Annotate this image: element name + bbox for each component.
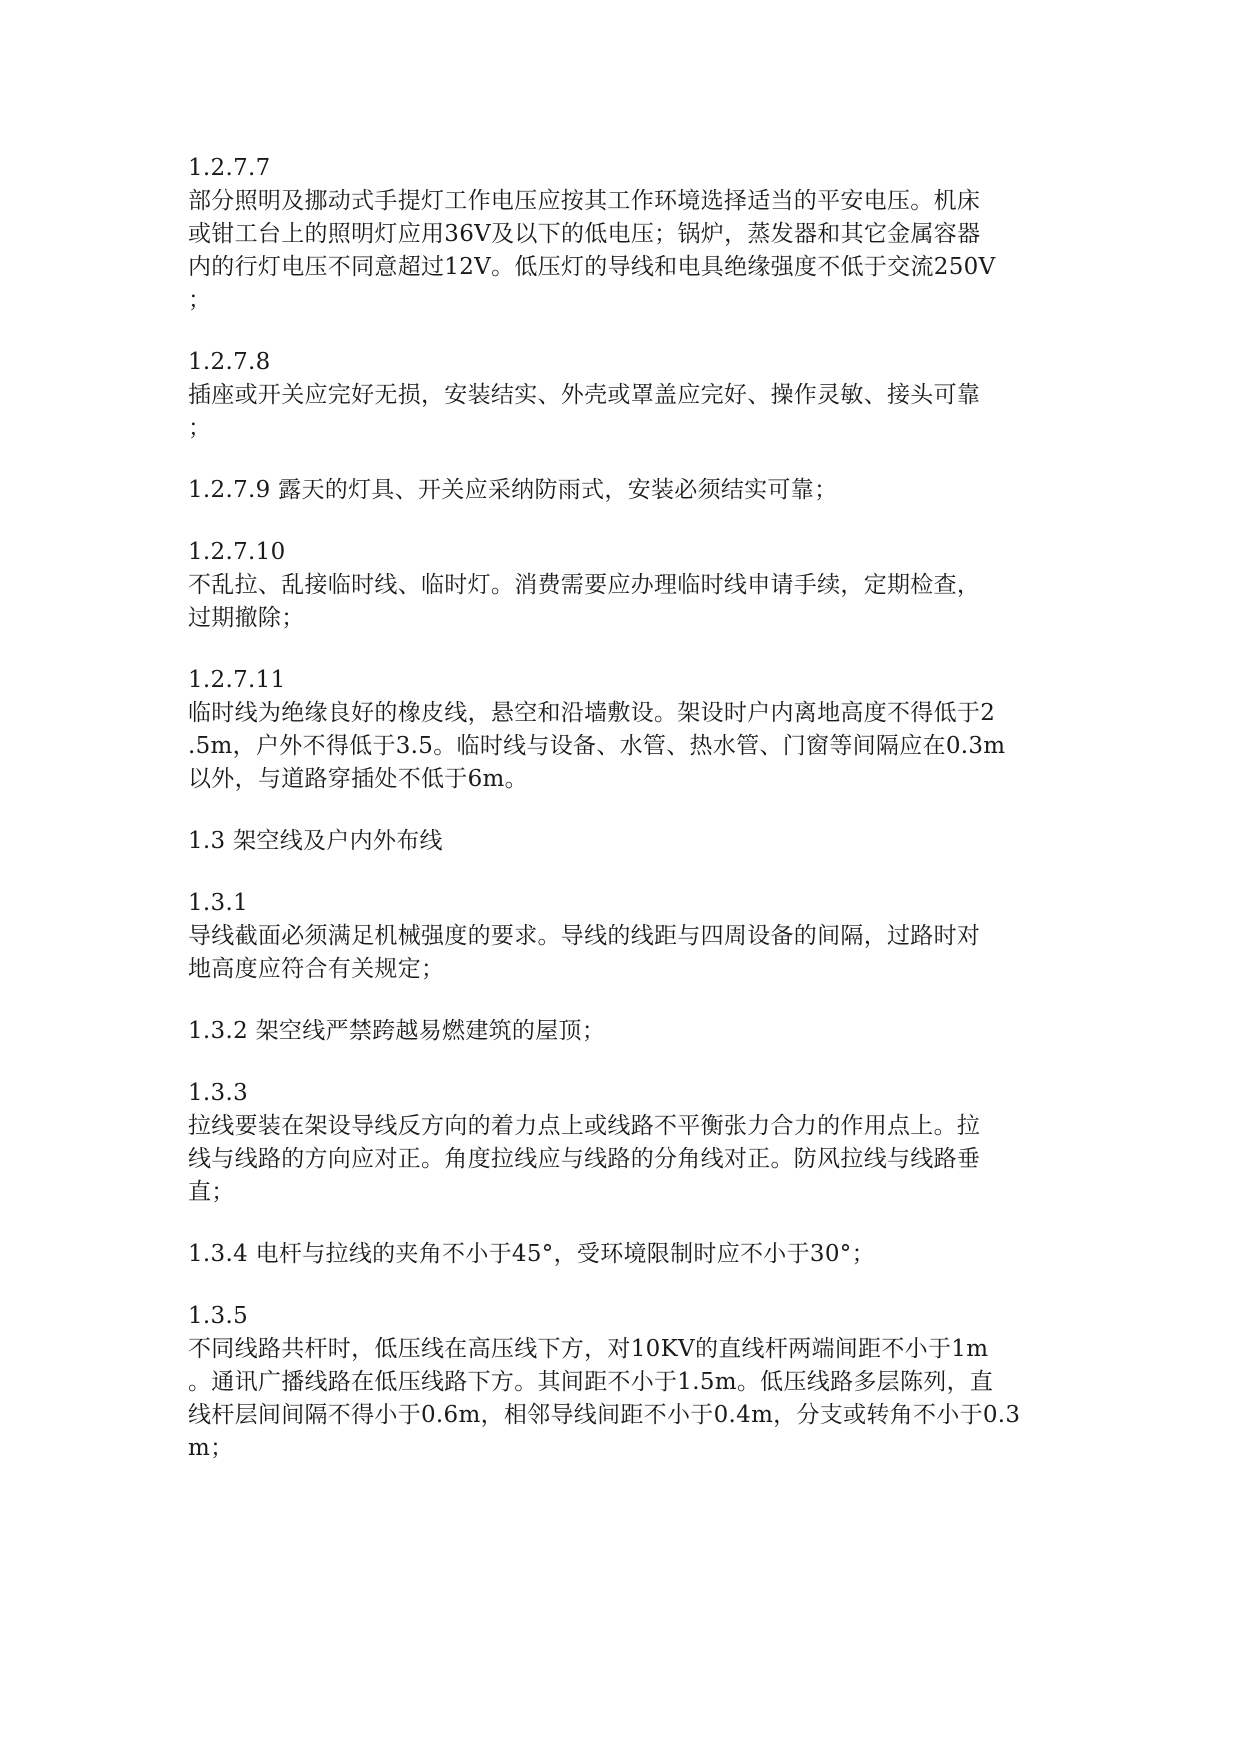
clause-text-line: 1.2.7.9 露天的灯具、开关应采纳防雨式，安装必须结实可靠； [188, 477, 838, 503]
clause-text-line: 1.3.2 架空线严禁跨越易燃建筑的屋顶； [188, 1018, 606, 1044]
clause-text-line: ； [188, 415, 212, 441]
section-heading: 1.3 架空线及户内外布线 [188, 828, 443, 854]
clause-text-line: ； [188, 287, 212, 313]
clause-1-2-7-10 [188, 536, 1058, 635]
clause-text-line: .5m，户外不得低于3.5。临时线与设备、水管、热水管、门窗等间隔应在0.3m [188, 733, 1006, 759]
clause-text-line: m； [188, 1435, 234, 1461]
clause-1-2-7-7 [188, 152, 1058, 317]
section-heading-1-3 [188, 825, 1058, 858]
clause-1-2-7-8 [188, 346, 1058, 445]
clause-number: 1.3.5 [188, 1303, 249, 1329]
clause-1-3-3 [188, 1077, 1058, 1209]
clause-text-line: 过期撤除； [188, 605, 305, 631]
clause-text-line: 。通讯广播线路在低压线路下方。其间距不小于1.5m。低压线路多层陈列，直 [188, 1369, 994, 1395]
clause-text-line: 临时线为绝缘良好的橡皮线，悬空和沿墙敷设。架设时户内离地高度不得低于2 [188, 700, 996, 726]
clause-1-3-1 [188, 887, 1058, 986]
clause-text-line: 1.3.4 电杆与拉线的夹角不小于45°，受环境限制时应不小于30°； [188, 1241, 875, 1267]
clause-text-line: 直； [188, 1179, 235, 1205]
clause-1-2-7-9 [188, 474, 1058, 507]
clause-number: 1.2.7.10 [188, 539, 286, 565]
clause-number: 1.2.7.8 [188, 349, 271, 375]
clause-text-line: 拉线要装在架设导线反方向的着力点上或线路不平衡张力合力的作用点上。拉 [188, 1113, 981, 1139]
clause-1-2-7-11 [188, 664, 1058, 796]
document-page [188, 152, 1058, 1494]
clause-number: 1.3.3 [188, 1080, 249, 1106]
clause-number: 1.2.7.7 [188, 155, 271, 181]
clause-text-line: 不同线路共杆时，低压线在高压线下方，对10KV的直线杆两端间距不小于1m [188, 1336, 989, 1362]
clause-text-line: 线杆层间间隔不得小于0.6m，相邻导线间距不小于0.4m，分支或转角不小于0.3 [188, 1402, 1021, 1428]
clause-text-line: 内的行灯电压不同意超过12V。低压灯的导线和电具绝缘强度不低于交流250V [188, 254, 996, 280]
clause-1-3-4 [188, 1238, 1058, 1271]
clause-text-line: 地高度应符合有关规定； [188, 956, 445, 982]
clause-1-3-5 [188, 1300, 1058, 1465]
clause-text-line: 插座或开关应完好无损，安装结实、外壳或罩盖应完好、操作灵敏、接头可靠 [188, 382, 981, 408]
clause-number: 1.2.7.11 [188, 667, 286, 693]
clause-number: 1.3.1 [188, 890, 249, 916]
clause-text-line: 部分照明及挪动式手提灯工作电压应按其工作环境选择适当的平安电压。机床 [188, 188, 981, 214]
clause-text-line: 导线截面必须满足机械强度的要求。导线的线距与四周设备的间隔，过路时对 [188, 923, 981, 949]
clause-text-line: 或钳工台上的照明灯应用36V及以下的低电压；锅炉，蒸发器和其它金属容器 [188, 221, 981, 247]
clause-text-line: 以外，与道路穿插处不低于6m。 [188, 766, 528, 792]
clause-text-line: 线与线路的方向应对正。角度拉线应与线路的分角线对正。防风拉线与线路垂 [188, 1146, 981, 1172]
clause-text-line: 不乱拉、乱接临时线、临时灯。消费需要应办理临时线申请手续，定期检查， [188, 572, 981, 598]
clause-1-3-2 [188, 1015, 1058, 1048]
